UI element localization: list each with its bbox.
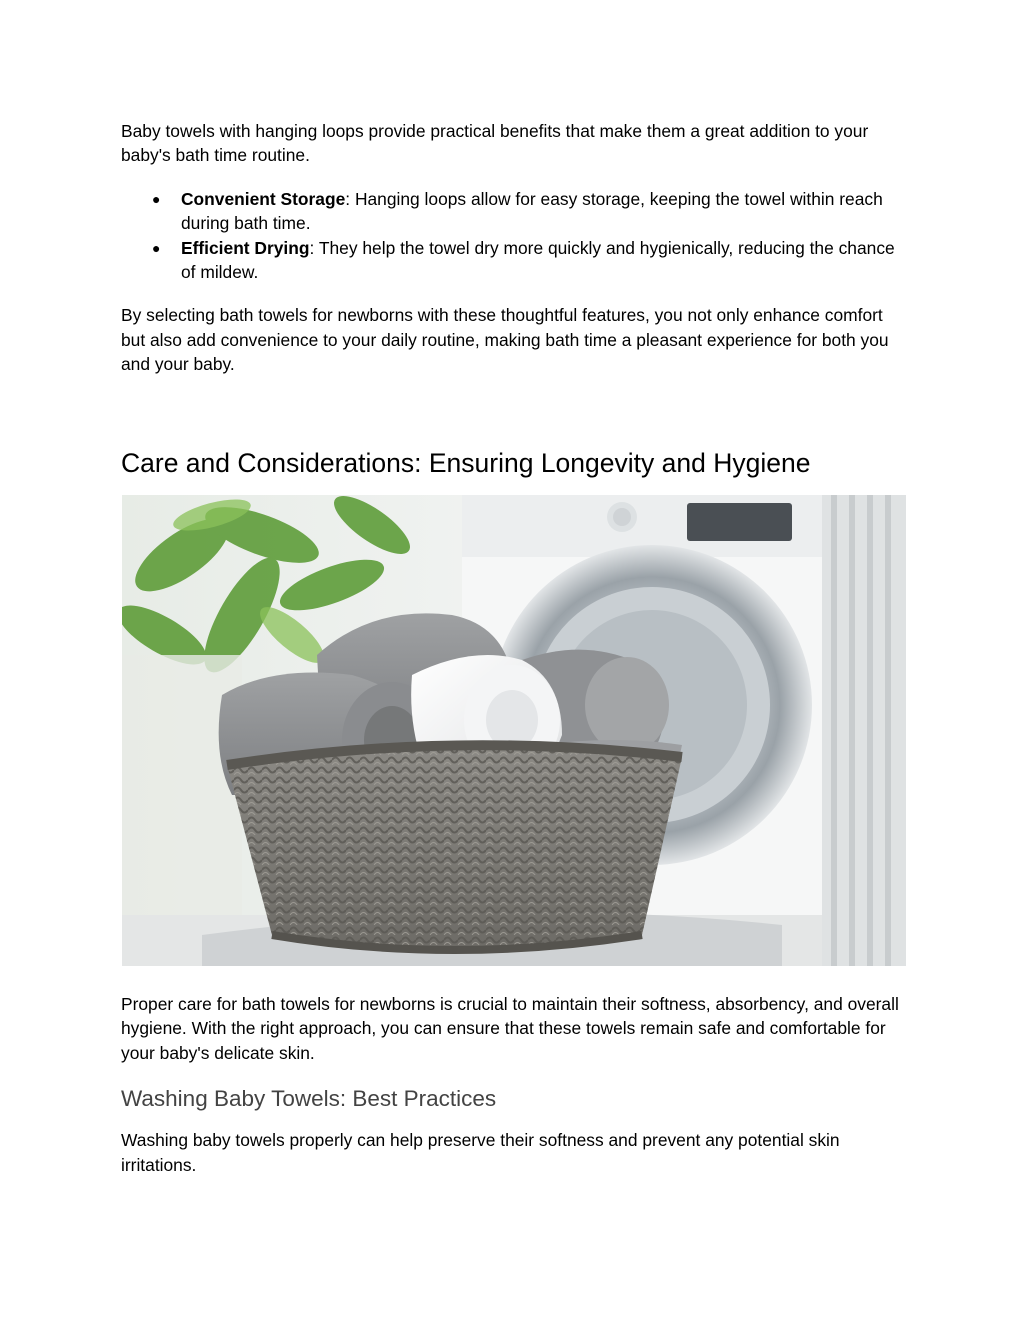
document-body-top [121, 119, 911, 377]
benefits-list [121, 187, 911, 285]
photo-illustration [122, 495, 906, 966]
washing-paragraph: Washing baby towels properly can help preserve their softness and prevent any potential skin irritations. [121, 1130, 840, 1175]
document-body-bottom [121, 992, 911, 1177]
bullet-icon: ● [152, 239, 161, 256]
list-item-text: : They help the towel dry more quickly and hygienically, reducing the chance of mildew. [181, 237, 895, 283]
closing-paragraph: By selecting bath towels for newborns with these thoughtful features, you not only enhance comfort but also add convenience to your daily routine, making bath time a pleasant experience for both you and your baby. [121, 305, 889, 375]
care-paragraph: Proper care for bath towels for newborns is crucial to maintain their softness, absorbency, and overall hygiene. With the right approach, you can ensure that these towels remain safe and comfortable for your baby's delicate skin. [121, 994, 899, 1063]
intro-paragraph: Baby towels with hanging loops provide practical benefits that make them a great addition to your baby's bath time routine. [121, 121, 869, 166]
section-heading: Care and Considerations: Ensuring Longevity and Hygiene [121, 448, 811, 478]
list-item [121, 236, 911, 285]
bullet-icon: ● [152, 190, 161, 207]
towel-basket-photo [122, 495, 906, 966]
list-item-title: Convenient Storage [181, 188, 346, 209]
list-item-text: : Hanging loops allow for easy storage, keeping the towel within reach during bath time. [181, 188, 883, 234]
list-item [121, 187, 911, 236]
list-item-title: Efficient Drying [181, 237, 310, 258]
subheading: Washing Baby Towels: Best Practices [121, 1086, 497, 1112]
